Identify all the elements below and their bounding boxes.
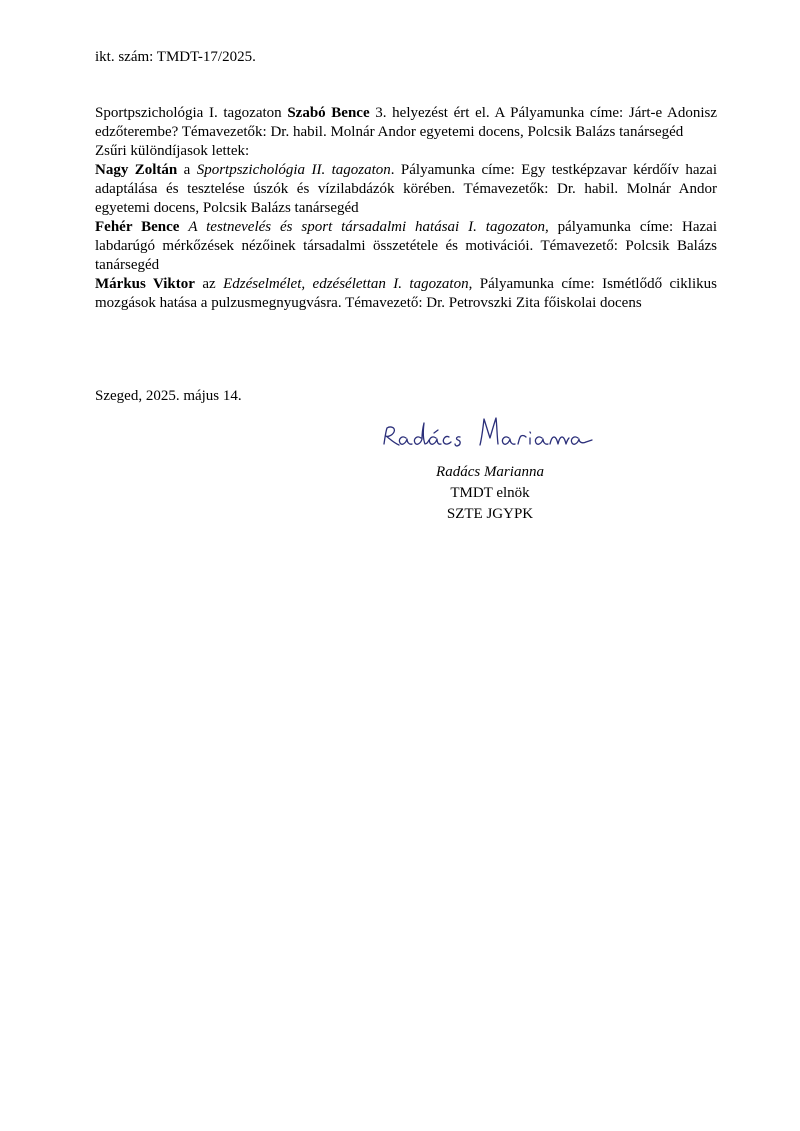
placement-details: 3. helyezést ért el. A Pályamunka címe: Járt-e Adonisz edzőterembe? Témavezetők: Dr. habil. Molnár Andor egyetemi docens, Polcsik Balázs tanársegéd bbox=[95, 105, 717, 140]
signatory-name: Radács Marianna bbox=[436, 464, 544, 480]
award-details: , Pályamunka címe: Ismétlődő ciklikus mozgások hatása a pulzusmegnyugvásra. Témavezető: Dr. Petrovszki Zita főiskolai docens bbox=[95, 276, 717, 311]
reference-number: ikt. szám: TMDT-17/2025. bbox=[95, 49, 256, 65]
signatory-organization: SZTE JGYPK bbox=[446, 506, 534, 522]
placement-name: Szabó Bence bbox=[287, 105, 370, 121]
award-item bbox=[95, 275, 717, 313]
placement-intro: Sportpszichológia I. tagozaton bbox=[95, 105, 288, 121]
handwritten-signature bbox=[372, 404, 596, 460]
paragraph-placement bbox=[95, 104, 717, 142]
award-item bbox=[95, 161, 717, 218]
signatory-title: TMDT elnök bbox=[450, 485, 530, 501]
award-details: . Pályamunka címe: Egy testképzavar kérdőív hazai adaptálása és tesztelése úszók és vízilabdázók körében. Témavezetők: Dr. habil. Molnár Andor egyetemi docens, Polcsik Balázs tanársegéd bbox=[95, 162, 717, 216]
award-section: Edzéselmélet, edzésélettan I. tagozaton bbox=[223, 276, 469, 292]
award-name: Márkus Viktor bbox=[95, 276, 195, 292]
award-connector: az bbox=[194, 276, 224, 292]
place-and-date: Szeged, 2025. május 14. bbox=[95, 388, 242, 404]
award-section: Sportpszichológia II. tagozaton bbox=[196, 162, 391, 178]
award-connector bbox=[179, 219, 188, 235]
document-body bbox=[95, 104, 717, 313]
award-item bbox=[95, 218, 717, 275]
award-connector: a bbox=[177, 162, 197, 178]
award-details: , pályamunka címe: Hazai labdarúgó mérkőzések nézőinek társadalmi összetétele és motivációi. Témavezető: Polcsik Balázs tanársegéd bbox=[95, 219, 718, 273]
special-awards-heading: Zsűri különdíjasok lettek: bbox=[95, 143, 250, 159]
award-name: Nagy Zoltán bbox=[95, 162, 178, 178]
award-name: Fehér Bence bbox=[95, 219, 180, 235]
award-section: A testnevelés és sport társadalmi hatásai I. tagozaton bbox=[188, 219, 545, 235]
signature-block bbox=[380, 462, 600, 525]
